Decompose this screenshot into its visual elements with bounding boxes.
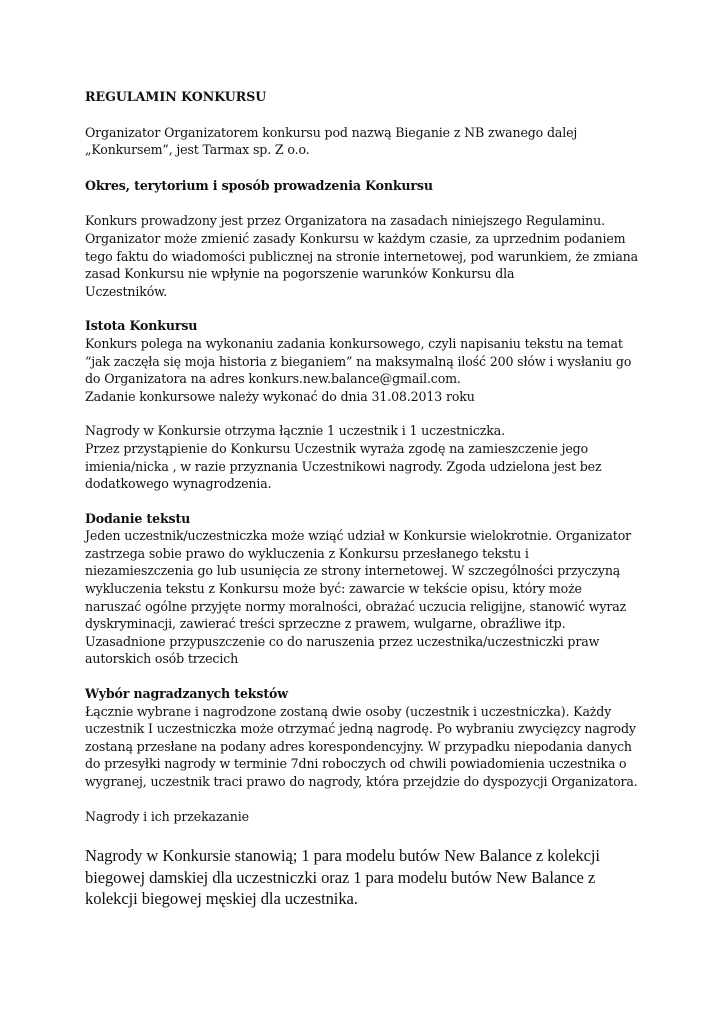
text-line: tego faktu do wiadomości publicznej na stronie internetowej, pod warunkiem, że zmiana (85, 248, 639, 264)
text-line: wygranej, uczestnik traci prawo do nagrody, która przejdzie do dyspozycji Organizatora. (85, 774, 638, 789)
section-nagrody-info (85, 422, 645, 492)
text-line: niezamieszczenia go lub usunięcia ze strony internetowej. W szczególności przyczyną (85, 563, 621, 579)
text-line: Organizator Organizatorem konkursu pod nazwą Bieganie z NB zwanego dalej (85, 124, 578, 140)
text-line: Zadanie konkursowe należy wykonać do dnia 31.08.2013 roku (85, 388, 475, 404)
text-line: do Organizatora na adres konkurs.new.balance@gmail.com. (85, 371, 461, 387)
section-heading: Nagrody i ich przekazanie (85, 808, 249, 824)
text-line: Organizator może zmienić zasady Konkursu w każdym czasie, za uprzednim podaniem (85, 230, 626, 246)
nagrody-paragraph (85, 845, 645, 910)
section-okres (85, 177, 645, 195)
text-line: uczestnik I uczestniczka może otrzymać jedną nagrodę. Po wybraniu zwycięzcy nagrody (85, 721, 636, 737)
text-line: „Konkursem”, jest Tarmax sp. Z o.o. (85, 142, 310, 158)
text-line: naruszać ogólne przyjęte normy moralności, obrażać uczucia religijne, stanowić wyraz (85, 598, 627, 614)
text-line: autorskich osób trzecich (85, 651, 239, 667)
text-line: Nagrody w Konkursie stanowią; 1 para modelu butów New Balance z kolekcji (85, 846, 600, 866)
text-line: do przesyłki nagrody w terminie 7dni roboczych od chwili powiadomienia uczestnika o (85, 756, 627, 772)
text-line: Jeden uczestnik/uczestniczka może wziąć udział w Konkursie wielokrotnie. Organizator (85, 528, 631, 544)
text-line: Uzasadnione przypuszczenie co do naruszenia przez uczestnika/uczestniczki praw (85, 633, 600, 649)
document-page (85, 88, 645, 910)
section-heading: Wybór nagradzanych tekstów (85, 686, 288, 702)
text-line: Łącznie wybrane i nagrodzone zostaną dwie osoby (uczestnik i uczestniczka). Każdy (85, 703, 612, 719)
section-nagrody-przekazanie (85, 808, 645, 826)
text-line: Konkurs prowadzony jest przez Organizatora na zasadach niniejszego Regulaminu. (85, 213, 605, 229)
text-line: zostaną przesłane na podany adres korespondencyjny. W przypadku niepodania danych (85, 738, 632, 754)
text-line: biegowej damskiej dla uczestniczki oraz 1 para modelu butów New Balance z (85, 867, 596, 887)
text-line: “jak zaczęła się moja historia z bieganiem” na maksymalną ilość 200 słów i wysłaniu go (85, 353, 632, 369)
text-line: Uczestników. (85, 283, 168, 299)
section-heading: Dodanie tekstu (85, 510, 191, 526)
document-title: REGULAMIN KONKURSU (85, 89, 267, 104)
section-heading: Okres, terytorium i sposób prowadzenia Konkursu (85, 177, 433, 193)
text-line: kolekcji biegowej męskiej dla uczestnika. (85, 889, 358, 909)
text-line: zasad Konkursu nie wpłynie na pogorszenie warunków Konkursu dla (85, 266, 515, 282)
section-istota (85, 317, 645, 405)
section-dodanie-tekstu (85, 510, 645, 668)
text-line: imienia/nicka , w razie przyznania Uczestnikowi nagrody. Zgoda udzielona jest bez (85, 458, 602, 474)
section-okres-body (85, 212, 645, 300)
section-wybor (85, 685, 645, 791)
text-line: dodatkowego wynagrodzenia. (85, 476, 272, 492)
section-heading: Istota Konkursu (85, 318, 198, 334)
intro-paragraph (85, 124, 645, 159)
text-line: dyskryminacji, zawierać treści sprzeczne z prawem, wulgarne, obraźliwe itp. (85, 616, 566, 632)
text-line: zastrzega sobie prawo do wykluczenia z Konkursu przesłanego tekstu i (85, 545, 529, 561)
text-line: Nagrody w Konkursie otrzyma łącznie 1 uczestnik i 1 uczestniczka. (85, 423, 505, 439)
text-line: Konkurs polega na wykonaniu zadania konkursowego, czyli napisaniu tekstu na temat (85, 335, 623, 351)
text-line: wykluczenia tekstu z Konkursu może być: zawarcie w tekście opisu, który może (85, 581, 582, 597)
text-line: Przez przystąpienie do Konkursu Uczestnik wyraża zgodę na zamieszczenie jego (85, 440, 589, 456)
